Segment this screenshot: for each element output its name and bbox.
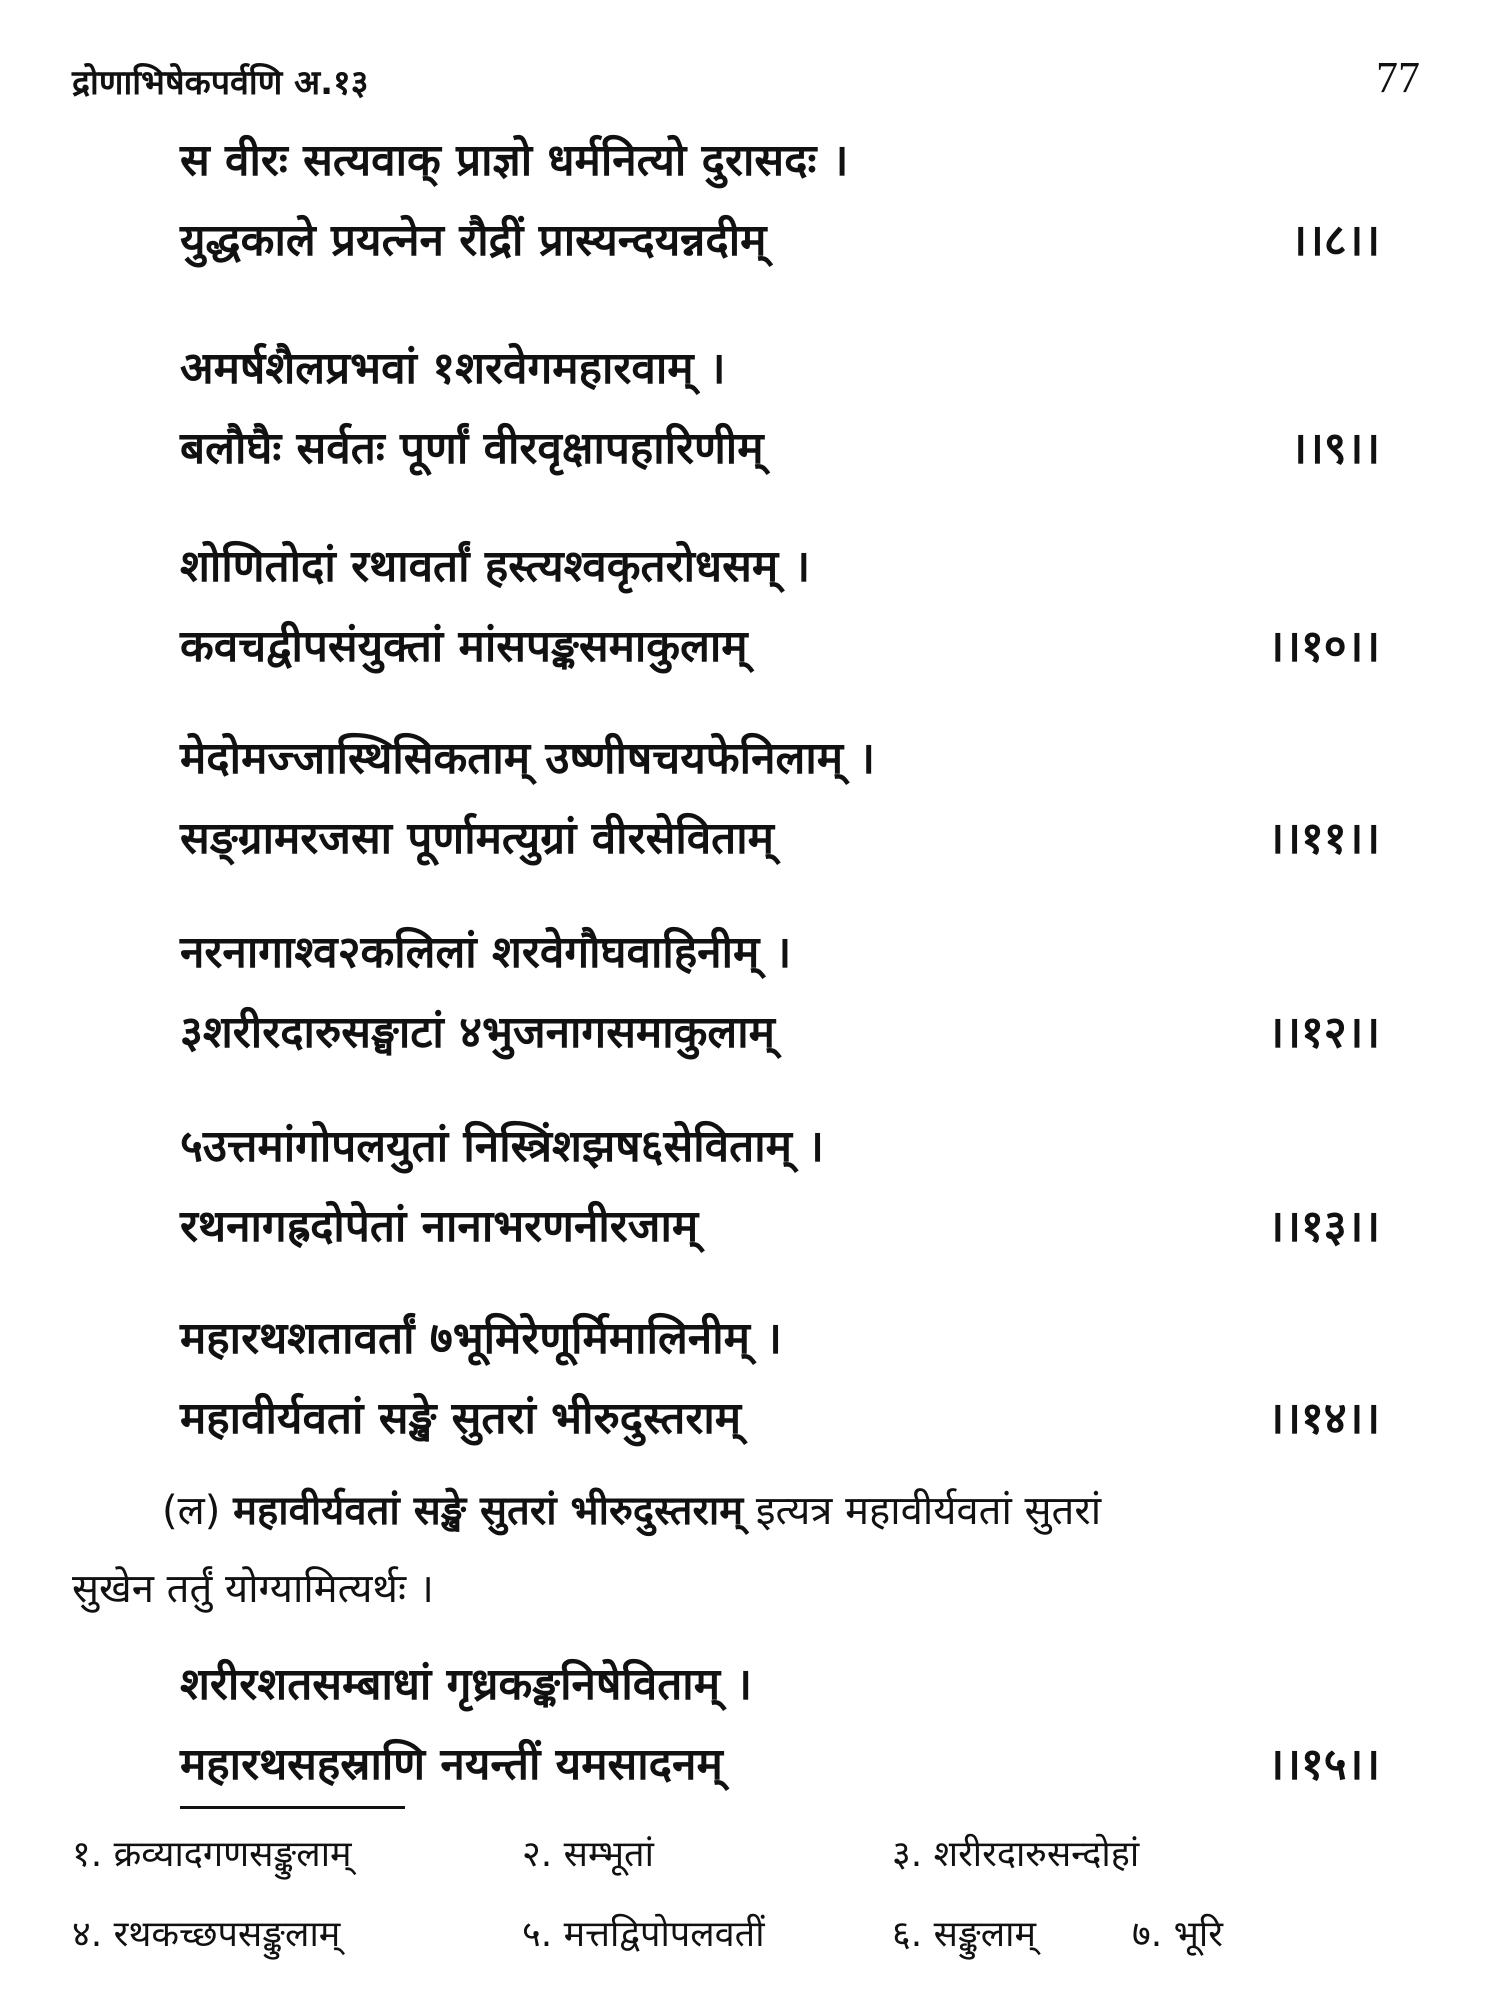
commentary <box>72 1472 1432 1628</box>
verse-line <box>180 416 1380 496</box>
verse-14 <box>180 1306 1380 1466</box>
verse-number: ।।१३।। <box>1267 1201 1380 1252</box>
verse-number: ।।१०।। <box>1267 621 1380 672</box>
footnote: १. क्रव्यादगणसङ्कुलाम् <box>72 1834 352 1875</box>
verse-line: महारथशतावर्तां ७भूमिरेणूर्मिमालिनीम् । <box>180 1313 782 1364</box>
verse-13 <box>180 1114 1380 1274</box>
verse-line: अमर्षशैलप्रभवां १शरवेगमहारवाम् । <box>180 343 726 394</box>
verse-line <box>180 614 1380 694</box>
running-head: द्रोणाभिषेकपर्वणि अ.१३ <box>72 63 369 103</box>
verse-line: शरीरशतसम्बाधां गृध्रकङ्कनिषेविताम् । <box>180 1659 753 1710</box>
verse-line: ५उत्तमांगोपलयुतां निस्त्रिंशझष६सेविताम् । <box>180 1121 824 1172</box>
verse-line: मेदोमज्जास्थिसिकताम् उष्णीषचयफेनिलाम् । <box>180 733 876 784</box>
verse-11 <box>180 726 1380 886</box>
verse-10 <box>180 534 1380 694</box>
verse-9 <box>180 336 1380 496</box>
footnote-rule <box>180 1806 405 1809</box>
verse-number: ।।११।। <box>1267 813 1380 864</box>
verse-line <box>180 1732 1380 1812</box>
verse-text: बलौघैः सर्वतः पूर्णां वीरवृक्षापहारिणीम् <box>180 423 764 474</box>
verse-12 <box>180 920 1380 1080</box>
verse-number: ।।९।। <box>1290 423 1380 474</box>
commentary-marker: (ल) <box>162 1488 221 1534</box>
verse-line <box>180 1194 1380 1274</box>
footnote: ४. रथकच्छपसङ्कुलाम् <box>72 1914 341 1955</box>
page-number: 77 <box>1376 53 1420 102</box>
footnote: ६. सङ्कुलाम् <box>892 1914 1036 1955</box>
verse-line: नरनागाश्व२कलिलां शरवेगौघवाहिनीम् । <box>180 927 792 978</box>
verse-text: रथनागह्रदोपेतां नानाभरणनीरजाम् <box>180 1201 699 1252</box>
verse-number: ।।१२।। <box>1267 1007 1380 1058</box>
verse-line <box>180 1000 1380 1080</box>
verse-line: स वीरः सत्यवाक् प्राज्ञो धर्मनित्यो दुरासदः । <box>180 135 849 186</box>
verse-line <box>180 806 1380 886</box>
verse-number: ।।८।। <box>1290 215 1380 266</box>
footnote: २. सम्भूतां <box>522 1834 654 1875</box>
verse-text: महावीर्यवतां सङ्खे सुतरां भीरुदुस्तराम् <box>180 1393 742 1444</box>
verse-line <box>180 208 1380 288</box>
footnote-row <box>72 1828 1452 1908</box>
footnote: ३. शरीरदारुसन्दोहां <box>892 1834 1140 1875</box>
footnote: ७. भूरि <box>1132 1914 1223 1955</box>
verse-text: ३शरीरदारुसङ्घाटां ४भुजनागसमाकुलाम् <box>180 1007 775 1058</box>
commentary-line <box>72 1472 1432 1550</box>
verse-number: ।।१४।। <box>1267 1393 1380 1444</box>
verse-text: युद्धकाले प्रयत्नेन रौद्रीं प्रास्यन्दयन्नदीम् <box>180 215 767 266</box>
commentary-line: सुखेन तर्तुं योग्यामित्यर्थः । <box>72 1566 434 1612</box>
footnote: ५. मत्तद्विपोपलवतीं <box>522 1914 765 1955</box>
verse-text: सङ्ग्रामरजसा पूर्णामत्युग्रां वीरसेविताम् <box>180 813 774 864</box>
verse-line <box>180 1386 1380 1466</box>
footnotes <box>72 1828 1452 1988</box>
verse-number: ।।१५।। <box>1267 1739 1380 1790</box>
verse-line: शोणितोदां रथावर्तां हस्त्यश्वकृतरोधसम् । <box>180 541 811 592</box>
commentary-quote: महावीर्यवतां सङ्खे सुतरां भीरुदुस्तराम् <box>233 1488 744 1534</box>
verse-text: कवचद्वीपसंयुक्तां मांसपङ्कसमाकुलाम् <box>180 621 748 672</box>
verse-8 <box>180 128 1380 288</box>
verse-text: महारथसहस्राणि नयन्तीं यमसादनम् <box>180 1739 723 1790</box>
footnote-row <box>72 1908 1452 1988</box>
commentary-text: इत्यत्र महावीर्यवतां सुतरां <box>755 1488 1102 1534</box>
verse-15 <box>180 1652 1380 1812</box>
